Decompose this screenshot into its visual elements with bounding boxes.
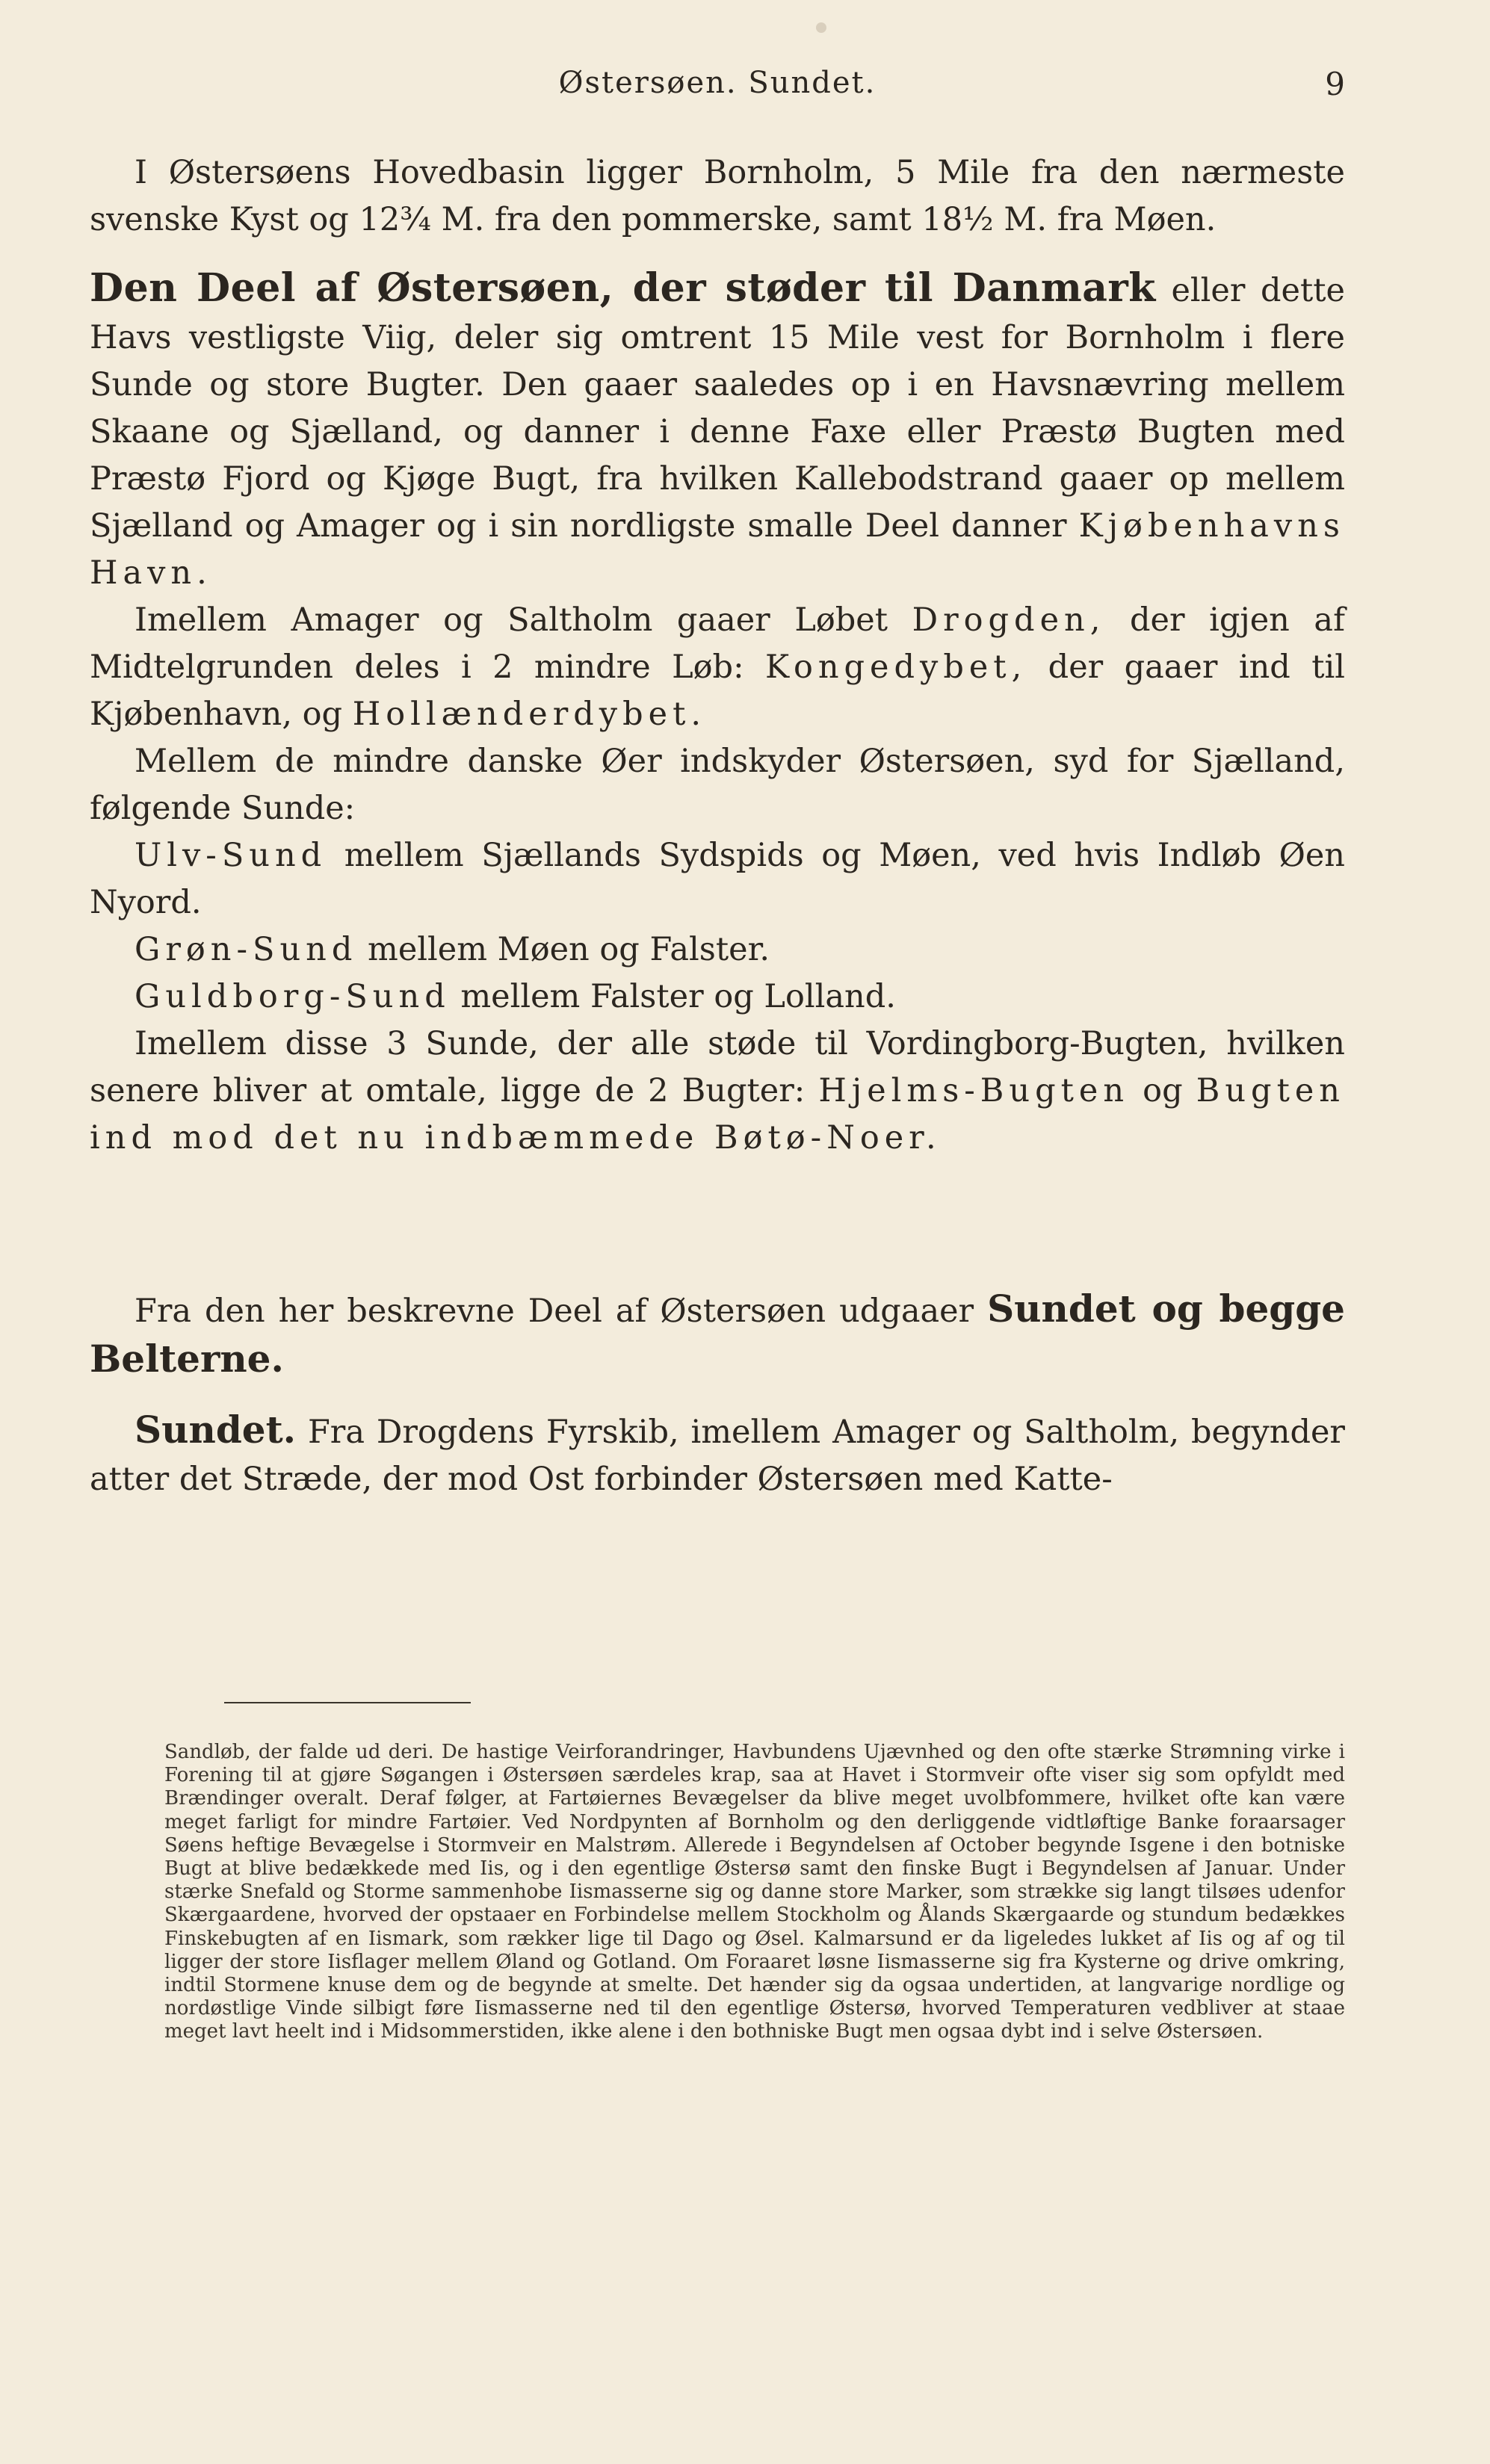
paragraph-text: mellem Falster og Lolland. [450, 978, 896, 1015]
spaced-term: Bugten ind mod det nu indbæmmede Bøtø-Noer. [90, 1072, 1345, 1157]
footnote-text: Sandløb, der falde ud deri. De hastige Veirforandringer, Havbundens Ujævnhed og den ofte stærke Strømning virke i Forening til at gjøre Søgangen i Østersøen særdeles krap, saa at Havet i Stormveir ofte viser sig som opfyldt med Brændinger overalt. Deraf følger, at Fartøiernes Bevægelser da blive meget uvolbfommere, hvilket ofte kan være meget farligt for mindre Fartøier. Ved Nordpynten af Bornholm og den derliggende vidtløftige Banke foraarsager Søens heftige Bevægelse i Stormveir en Malstrøm. Allerede i Begyndelsen af October begynde Isgene i den botniske Bugt at blive bedækkede med Iis, og i den egentlige Østersø samt den finske Bugt i Begyndelsen af Januar. Under stærke Snefald og Storme sammenhobe Iismasserne sig og danne store Marker, som strække sig langt tilsøes udenfor Skærgaardene, hvorved der opstaaer en Forbindelse mellem Stockholm og Ålands Skærgaarde og stundum bedækkes Finskebugten af en Iismark, som rækker lige til Dago og Øsel. Kalmarsund er da ligeledes lukket af Iis og af og til ligger der store Iisflager mellem Øland og Gotland. Om Foraaret løsne Iismasserne sig fra Kysterne og drive omkring, indtil Stormene knuse dem og de begynde at smelte. Det hænder sig da ogsaa undertiden, at langvarige nordlige og nordøstlige Vinde silbigt føre Iismasserne ned til den egentlige Østersø, hvorved Temperaturen vedbliver at staae meget lavt heelt ind i Midsommerstiden, ikke alene i den bothniske Bugt men ogsaa dybt ind i selve Østersøen. [164, 1741, 1345, 2043]
paragraph-text: der gaaer ind til Kjøbenhavn, og [90, 648, 1345, 733]
spaced-term: Hollænderdybet. [352, 696, 707, 733]
list-item-ulv-sund [90, 832, 1345, 926]
paragraph-drogden [90, 597, 1345, 738]
paragraph-text: Fra Drogdens Fyrskib, imellem Amager og Saltholm, begynder atter det Stræde, der mod Ost forbinder Østersøen med Katte- [90, 1414, 1345, 1498]
spacer [90, 1385, 1345, 1406]
spaced-term: Grøn-Sund [135, 931, 358, 968]
section-heading: Sundet og begge Belterne. [90, 1287, 1345, 1381]
spaced-term: Guldborg-Sund [135, 978, 451, 1015]
paragraph-text: eller dette Havs vestligste Viig, deler sig omtrent 15 Mile vest for Bornholm i flere Sunde og store Bugter. Den gaaer saaledes op i en Havsnævring mellem Skaane og Sjælland, og danner i denne Faxe eller Præstø Bugten med Præstø Fjord og Kjøge Bugt, fra hvilken Kallebodstrand gaaer op mellem Sjælland og Amager og i sin nordligste smalle Deel danner [90, 272, 1346, 545]
section-heading: Sundet. [135, 1408, 297, 1452]
spaced-term: Drogden, [912, 601, 1106, 639]
spaced-term: Kongedybet, [764, 648, 1027, 686]
paragraph-sounds-intro: Mellem de mindre danske Øer indskyder Østersøen, syd for Sjælland, følgende Sunde: [90, 743, 1345, 827]
spaced-term: Kjøbenhavns Havn. [90, 507, 1345, 592]
section-lead: Den Deel af Østersøen, der støder til Danmark [90, 265, 1156, 311]
paragraph-text: mellem Sjællands Sydspids og Møen, ved hvis Indløb Øen Nyord. [90, 837, 1345, 921]
spacer [90, 244, 1345, 264]
list-item-groen-sund [90, 926, 1345, 973]
ink-smudge [816, 22, 826, 33]
running-header [90, 66, 1345, 111]
paragraph-danish-waters [90, 264, 1345, 597]
paragraph-text: der igjen af Midtelgrunden deles i 2 mindre Løb: [90, 601, 1345, 686]
list-item-guldborg-sund [90, 973, 1345, 1021]
paragraph-text: Imellem disse 3 Sunde, der alle støde til Vordingborg-Bugten, hvilken senere bliver at omtale, ligge de 2 Bugter: [90, 1025, 1345, 1109]
paragraph-text: og [1129, 1072, 1196, 1109]
paragraph-text: Fra den her beskrevne Deel af Østersøen udgaaer [135, 1293, 988, 1330]
paragraph-belts-intro [90, 1285, 1345, 1385]
spaced-term: Ulv-Sund [135, 837, 327, 874]
paragraph-sundet [90, 1406, 1345, 1503]
paragraph-bornholm: I Østersøens Hovedbasin ligger Bornholm, 5 Mile fra den nærmeste svenske Kyst og 12¾ M. fra den pommerske, samt 18½ M. fra Møen. [90, 154, 1345, 238]
paragraph-text: mellem Møen og Falster. [357, 931, 770, 968]
paragraph-text: Imellem Amager og Saltholm gaaer Løbet [135, 601, 912, 639]
running-title: Østersøen. Sundet. [558, 66, 877, 100]
page-number: 9 [1325, 66, 1345, 102]
spacer [90, 1162, 1345, 1285]
footnote [164, 1741, 1345, 2044]
main-text [90, 149, 1345, 1503]
paragraph-bays [90, 1021, 1345, 1162]
footnote-rule [224, 1702, 471, 1703]
spaced-term: Hjelms-Bugten [818, 1072, 1130, 1109]
